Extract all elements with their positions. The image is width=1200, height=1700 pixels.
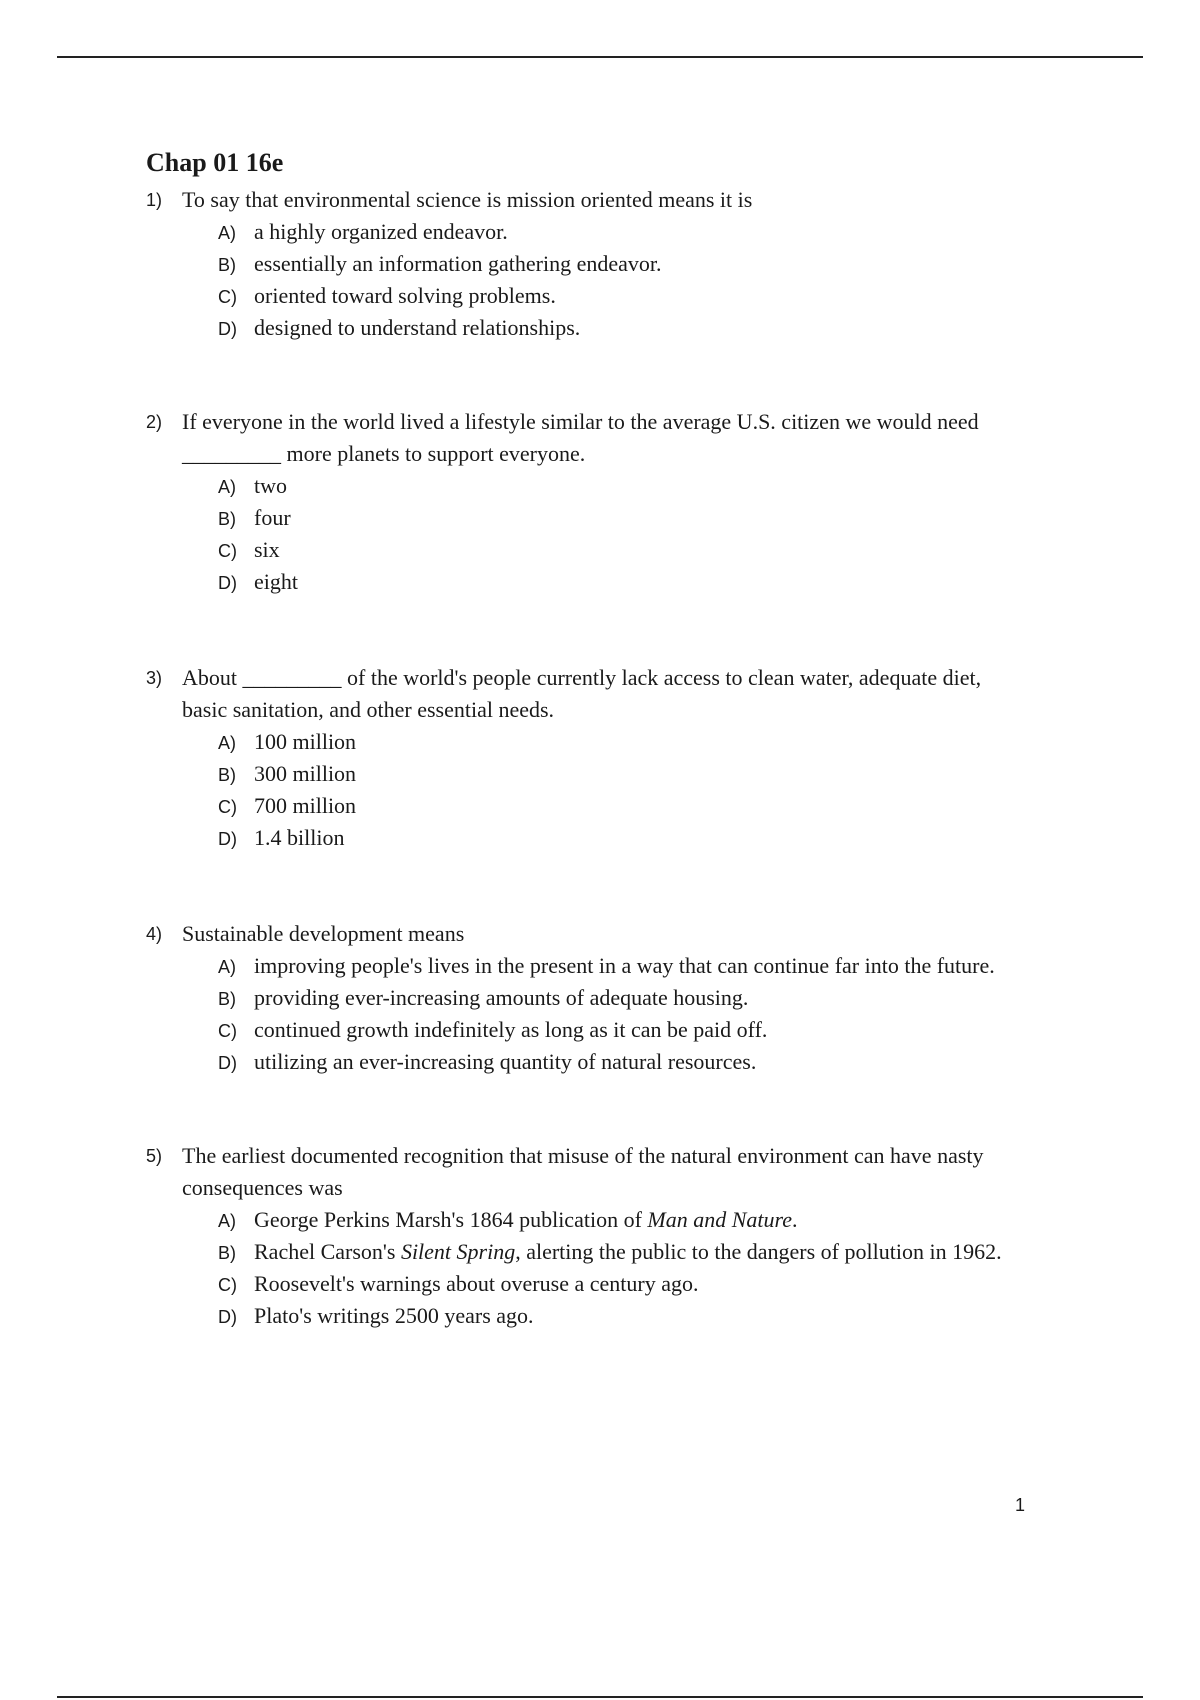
choice-letter: A)	[218, 477, 236, 497]
choice-text: utilizing an ever-increasing quantity of natural resources.	[254, 1049, 757, 1074]
document-title: Chap 01 16e	[146, 148, 284, 177]
question-text-line-2: basic sanitation, and other essential needs.	[182, 697, 555, 722]
choice-text-post: .	[792, 1207, 798, 1232]
question-number: 5)	[146, 1146, 163, 1166]
question-2	[146, 406, 1106, 598]
choice-text: essentially an information gathering endeavor.	[254, 251, 662, 276]
choice-d[interactable]	[218, 822, 1106, 854]
book-title: Silent Spring	[400, 1239, 516, 1264]
choice-text: improving people's lives in the present in a way that can continue far into the future.	[254, 953, 995, 978]
answer-choices	[146, 726, 1106, 854]
question-text	[182, 1140, 1106, 1204]
choice-letter: C)	[218, 797, 237, 817]
question-5	[146, 1140, 1106, 1332]
question-text	[182, 662, 1106, 726]
choice-b[interactable]	[218, 982, 1106, 1014]
answer-choices	[146, 1204, 1106, 1332]
choice-letter: D)	[218, 1053, 237, 1073]
choice-letter: C)	[218, 1275, 237, 1295]
answer-choices	[146, 470, 1106, 598]
question-text: Sustainable development means	[182, 921, 465, 946]
question-text-line-2: _________ more planets to support everyone.	[182, 441, 586, 466]
question-text-line-2: consequences was	[182, 1175, 343, 1200]
choice-c[interactable]	[218, 1014, 1106, 1046]
choice-a[interactable]	[218, 470, 1106, 502]
question-text-line-1: About _________ of the world's people currently lack access to clean water, adequate diet,	[182, 665, 982, 690]
choice-letter: D)	[218, 573, 237, 593]
page-number: 1	[1015, 1495, 1026, 1515]
question-3	[146, 662, 1106, 854]
question-number: 3)	[146, 668, 163, 688]
choice-text: 1.4 billion	[254, 825, 345, 850]
choice-text: 700 million	[254, 793, 357, 818]
choice-letter: A)	[218, 1211, 236, 1231]
choice-b[interactable]	[218, 758, 1106, 790]
choice-a[interactable]	[218, 1204, 1106, 1236]
choice-letter: A)	[218, 223, 236, 243]
choice-letter: D)	[218, 319, 237, 339]
top-rule	[57, 56, 1143, 58]
choice-letter: B)	[218, 765, 236, 785]
choice-letter: A)	[218, 957, 236, 977]
question-number: 4)	[146, 924, 163, 944]
choice-d[interactable]	[218, 1300, 1106, 1332]
question-text-line-1: The earliest documented recognition that misuse of the natural environment can have nasty	[182, 1143, 984, 1168]
question-1	[146, 184, 1106, 344]
choice-a[interactable]	[218, 216, 1106, 248]
choice-b[interactable]	[218, 502, 1106, 534]
choice-d[interactable]	[218, 1046, 1106, 1078]
choice-text: continued growth indefinitely as long as it can be paid off.	[254, 1017, 768, 1042]
choice-letter: C)	[218, 1021, 237, 1041]
choice-text: Plato's writings 2500 years ago.	[254, 1303, 534, 1328]
choice-text-pre: Rachel Carson's	[254, 1239, 401, 1264]
question-text	[182, 406, 1106, 470]
choice-letter: B)	[218, 255, 236, 275]
choice-c[interactable]	[218, 1268, 1106, 1300]
choice-text: oriented toward solving problems.	[254, 283, 556, 308]
choice-b[interactable]	[218, 248, 1106, 280]
question-text-line-1: If everyone in the world lived a lifestyle similar to the average U.S. citizen we would need	[182, 409, 979, 434]
choice-c[interactable]	[218, 790, 1106, 822]
choice-text-pre: George Perkins Marsh's 1864 publication of	[254, 1207, 648, 1232]
choice-b[interactable]	[218, 1236, 1106, 1268]
choice-text	[254, 1236, 1002, 1268]
choice-c[interactable]	[218, 534, 1106, 566]
choice-letter: A)	[218, 733, 236, 753]
choice-letter: C)	[218, 287, 237, 307]
choice-letter: D)	[218, 829, 237, 849]
question-number: 1)	[146, 190, 163, 210]
book-title: Man and Nature	[647, 1207, 793, 1232]
choice-text: providing ever-increasing amounts of adequate housing.	[254, 985, 749, 1010]
choice-a[interactable]	[218, 726, 1106, 758]
choice-text: two	[254, 473, 287, 498]
question-text: To say that environmental science is mission oriented means it is	[182, 187, 753, 212]
choice-letter: C)	[218, 541, 237, 561]
choice-d[interactable]	[218, 566, 1106, 598]
choice-text: 100 million	[254, 729, 357, 754]
choice-letter: B)	[218, 509, 236, 529]
question-4	[146, 918, 1106, 1078]
choice-c[interactable]	[218, 280, 1106, 312]
choice-text: four	[254, 505, 291, 530]
bottom-rule	[57, 1696, 1143, 1698]
choice-letter: B)	[218, 1243, 236, 1263]
answer-choices	[146, 950, 1106, 1078]
choice-text: six	[254, 537, 280, 562]
choice-text: eight	[254, 569, 298, 594]
choice-text: a highly organized endeavor.	[254, 219, 508, 244]
question-number: 2)	[146, 412, 163, 432]
choice-letter: B)	[218, 989, 236, 1009]
choice-text: Roosevelt's warnings about overuse a century ago.	[254, 1271, 699, 1296]
choice-letter: D)	[218, 1307, 237, 1327]
choice-text	[254, 1204, 798, 1236]
choice-d[interactable]	[218, 312, 1106, 344]
answer-choices	[146, 216, 1106, 344]
choice-a[interactable]	[218, 950, 1106, 982]
choice-text-post: , alerting the public to the dangers of pollution in 1962.	[515, 1239, 1002, 1264]
choice-text: 300 million	[254, 761, 357, 786]
choice-text: designed to understand relationships.	[254, 315, 581, 340]
